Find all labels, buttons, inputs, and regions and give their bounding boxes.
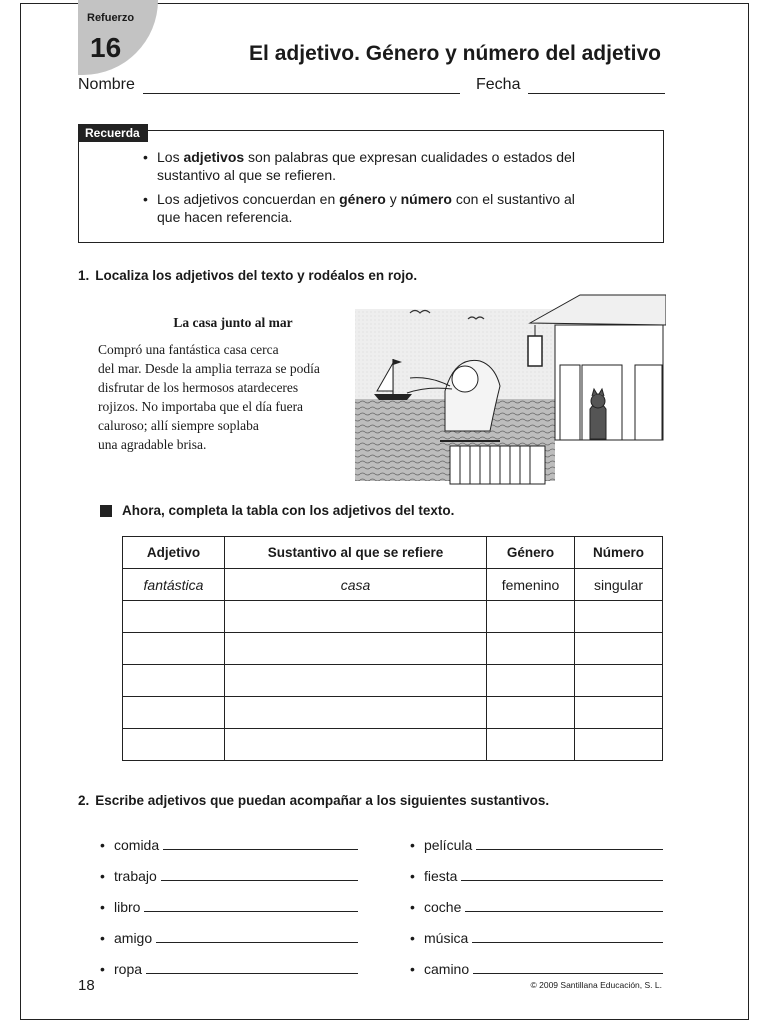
noun-label: música bbox=[424, 930, 469, 946]
noun-label: fiesta bbox=[424, 868, 458, 884]
story-text bbox=[98, 313, 348, 454]
table-row[interactable] bbox=[123, 665, 663, 697]
story-line: disfrutar de los hermosos atardeceres bbox=[98, 380, 299, 395]
table-row bbox=[123, 569, 663, 601]
table-cell[interactable] bbox=[225, 697, 487, 729]
balcony-railing bbox=[450, 446, 545, 484]
column-header: Sustantivo al que se refiere bbox=[225, 537, 487, 569]
list-item: • película bbox=[410, 822, 663, 853]
list-item: • música bbox=[410, 915, 663, 946]
date-line[interactable] bbox=[528, 77, 665, 94]
date-field[interactable] bbox=[476, 76, 665, 94]
story-line: del mar. Desde la amplia terraza se podía bbox=[98, 361, 320, 376]
seaside-illustration bbox=[350, 291, 666, 486]
table-row[interactable] bbox=[123, 697, 663, 729]
table-cell: femenino bbox=[487, 569, 575, 601]
noun-label: amigo bbox=[114, 930, 153, 946]
noun-label: comida bbox=[114, 837, 160, 853]
list-item: • ropa bbox=[100, 946, 358, 977]
noun-label: ropa bbox=[114, 961, 143, 977]
page-title: El adjetivo. Género y número del adjetivo bbox=[249, 42, 661, 65]
name-field[interactable] bbox=[78, 76, 460, 94]
table-cell[interactable] bbox=[575, 665, 663, 697]
recuerda-item: • Los adjetivos concuerdan en género y número con el sustantivo al que hacen referencia. bbox=[143, 190, 583, 226]
answer-line[interactable] bbox=[461, 866, 663, 881]
answer-line[interactable] bbox=[146, 959, 358, 974]
copyright: © 2009 Santillana Educación, S. L. bbox=[530, 980, 662, 990]
table-cell[interactable] bbox=[575, 729, 663, 761]
cat-icon bbox=[590, 389, 606, 439]
table-row[interactable] bbox=[123, 601, 663, 633]
name-line[interactable] bbox=[143, 77, 460, 94]
table-cell[interactable] bbox=[123, 601, 225, 633]
badge-number: 16 bbox=[90, 32, 122, 63]
list-item: • fiesta bbox=[410, 853, 663, 884]
noun-label: trabajo bbox=[114, 868, 157, 884]
recuerda-box bbox=[78, 126, 664, 243]
list-item: • libro bbox=[100, 884, 358, 915]
column-header: Adjetivo bbox=[123, 537, 225, 569]
table-cell: casa bbox=[225, 569, 487, 601]
table-cell[interactable] bbox=[487, 665, 575, 697]
table-cell[interactable] bbox=[123, 665, 225, 697]
noun-label: película bbox=[424, 837, 473, 853]
table-cell[interactable] bbox=[123, 697, 225, 729]
story-line: rojizos. No importaba que el día fuera bbox=[98, 399, 304, 414]
table-cell[interactable] bbox=[123, 729, 225, 761]
table-cell[interactable] bbox=[225, 729, 487, 761]
noun-label: coche bbox=[424, 899, 462, 915]
answer-line[interactable] bbox=[161, 866, 358, 881]
noun-label: libro bbox=[114, 899, 141, 915]
table-cell[interactable] bbox=[575, 697, 663, 729]
list-item: • amigo bbox=[100, 915, 358, 946]
table-row[interactable] bbox=[123, 633, 663, 665]
answer-line[interactable] bbox=[476, 835, 663, 850]
answer-line[interactable] bbox=[465, 897, 663, 912]
column-header: Género bbox=[487, 537, 575, 569]
table-cell[interactable] bbox=[487, 729, 575, 761]
exercise-1-sub-title: Ahora, completa la tabla con los adjetivos del texto. bbox=[100, 503, 454, 518]
table-cell[interactable] bbox=[575, 633, 663, 665]
answer-line[interactable] bbox=[472, 928, 663, 943]
name-label: Nombre bbox=[78, 76, 135, 93]
table-cell[interactable] bbox=[123, 633, 225, 665]
adjective-table bbox=[122, 536, 663, 761]
table-cell: fantástica bbox=[123, 569, 225, 601]
table-cell[interactable] bbox=[225, 665, 487, 697]
table-cell[interactable] bbox=[225, 601, 487, 633]
story-line: Compró una fantástica casa cerca bbox=[98, 342, 279, 357]
answer-line[interactable] bbox=[163, 835, 358, 850]
table-row[interactable] bbox=[123, 729, 663, 761]
answer-line[interactable] bbox=[144, 897, 358, 912]
story-line: caluroso; allí siempre soplaba bbox=[98, 418, 259, 433]
table-cell[interactable] bbox=[225, 633, 487, 665]
table-cell[interactable] bbox=[575, 601, 663, 633]
shutter bbox=[560, 365, 580, 440]
list-item: • camino bbox=[410, 946, 663, 977]
badge-label: Refuerzo bbox=[87, 12, 135, 24]
list-item: • trabajo bbox=[100, 853, 358, 884]
table-cell[interactable] bbox=[487, 601, 575, 633]
table-cell: singular bbox=[575, 569, 663, 601]
story-title: La casa junto al mar bbox=[173, 315, 293, 330]
date-label: Fecha bbox=[476, 76, 521, 93]
table-header-row bbox=[123, 537, 663, 569]
table-cell[interactable] bbox=[487, 697, 575, 729]
list-item: • coche bbox=[410, 884, 663, 915]
answer-line[interactable] bbox=[473, 959, 663, 974]
page-number: 18 bbox=[78, 977, 95, 994]
exercise-2-title: 2. Escribe adjetivos que puedan acompañar a los siguientes sustantivos. bbox=[78, 793, 550, 808]
noun-label: camino bbox=[424, 961, 470, 977]
table-cell[interactable] bbox=[487, 633, 575, 665]
story-line: una agradable brisa. bbox=[98, 437, 207, 452]
column-header: Número bbox=[575, 537, 663, 569]
recuerda-item: • Los adjetivos son palabras que expresan cualidades o estados del sustantivo al que se refieren. bbox=[143, 148, 583, 184]
recuerda-tag: Recuerda bbox=[78, 124, 148, 142]
noun-list-left bbox=[100, 822, 358, 977]
exercise-1-title: 1. Localiza los adjetivos del texto y rodéalos en rojo. bbox=[78, 268, 418, 283]
shutter bbox=[635, 365, 662, 440]
noun-list-right bbox=[410, 822, 663, 977]
answer-line[interactable] bbox=[156, 928, 358, 943]
list-item: • comida bbox=[100, 822, 358, 853]
square-bullet-icon bbox=[100, 505, 112, 517]
